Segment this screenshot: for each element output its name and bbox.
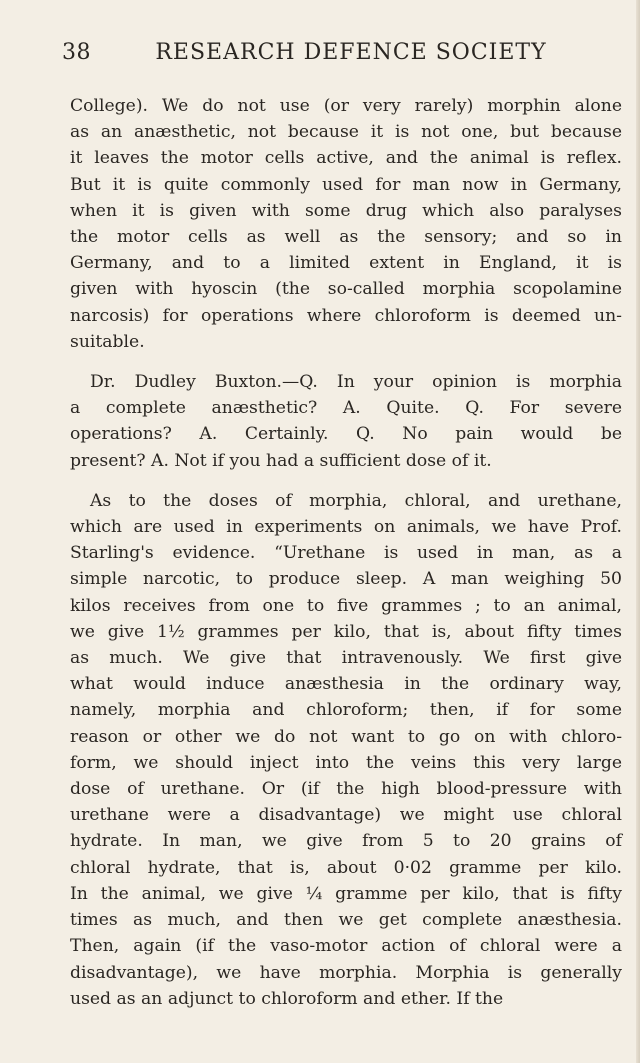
text-line: the motor cells as well as the sensory; and so in bbox=[70, 227, 622, 248]
text-line: As to the doses of morphia, chloral, and urethane, bbox=[90, 490, 622, 511]
text-line: suitable. bbox=[70, 331, 145, 352]
text-line: simple narcotic, to produce sleep. A man weighing 50 bbox=[70, 569, 622, 590]
text-line: disadvantage), we have morphia. Morphia is generally bbox=[70, 962, 622, 983]
text-line: when it is given with some drug which also paralyses bbox=[70, 200, 622, 221]
page-edge bbox=[636, 0, 640, 1063]
text-line: Starling's evidence. “Urethane is used in man, as a bbox=[70, 543, 622, 564]
text-line: used as an adjunct to chloroform and ether. If the bbox=[70, 988, 504, 1009]
text-line: kilos receives from one to five grammes ; to an animal, bbox=[70, 595, 622, 616]
text-line: operations? A. Certainly. Q. No pain would be bbox=[70, 424, 622, 445]
text-line: we give 1½ grammes per kilo, that is, about fifty times bbox=[70, 621, 622, 642]
text-line: as much. We give that intravenously. We first give bbox=[70, 648, 622, 669]
text-line: narcosis) for operations where chloroform is deemed un- bbox=[70, 305, 622, 326]
text-line: Dr. Dudley Buxton.—Q. In your opinion is morphia bbox=[90, 372, 622, 393]
text-line: as an anæsthetic, not because it is not one, but because bbox=[70, 122, 622, 143]
paragraph bbox=[70, 488, 622, 1012]
text-line: present? A. Not if you had a sufficient dose of it. bbox=[70, 450, 492, 471]
text-line: In the animal, we give ¼ gramme per kilo, that is fifty bbox=[70, 883, 622, 904]
paragraph bbox=[70, 93, 622, 355]
paragraph bbox=[70, 369, 622, 474]
text-line: College). We do not use (or very rarely) morphin alone bbox=[70, 96, 622, 116]
text-line: Then, again (if the vaso-motor action of chloral were a bbox=[70, 936, 622, 957]
text-line: what would induce anæsthesia in the ordinary way, bbox=[70, 674, 622, 695]
text-line: chloral hydrate, that is, about 0·02 gramme per kilo. bbox=[70, 857, 622, 878]
text-line: urethane were a disadvantage) we might use chloral bbox=[70, 805, 622, 826]
body-text bbox=[70, 93, 622, 1012]
text-line: form, we should inject into the veins this very large bbox=[70, 752, 622, 773]
page-number: 38 bbox=[62, 40, 91, 65]
text-line: Germany, and to a limited extent in England, it is bbox=[70, 253, 622, 274]
text-line: dose of urethane. Or (if the high blood-pressure with bbox=[70, 779, 622, 800]
text-line: hydrate. In man, we give from 5 to 20 grains of bbox=[70, 831, 622, 852]
page-header bbox=[62, 40, 622, 65]
text-line: it leaves the motor cells active, and the animal is reflex. bbox=[70, 148, 622, 169]
text-line: a complete anæsthetic? A. Quite. Q. For severe bbox=[70, 398, 622, 419]
running-title: RESEARCH DEFENCE SOCIETY bbox=[155, 40, 547, 65]
text-line: namely, morphia and chloroform; then, if for some bbox=[70, 700, 622, 721]
text-line: given with hyoscin (the so-called morphia scopolamine bbox=[70, 279, 622, 300]
text-line: But it is quite commonly used for man now in Germany, bbox=[70, 174, 622, 195]
text-line: times as much, and then we get complete anæsthesia. bbox=[70, 910, 622, 931]
text-line: reason or other we do not want to go on with chloro- bbox=[70, 726, 622, 747]
text-line: which are used in experiments on animals, we have Prof. bbox=[70, 517, 622, 538]
